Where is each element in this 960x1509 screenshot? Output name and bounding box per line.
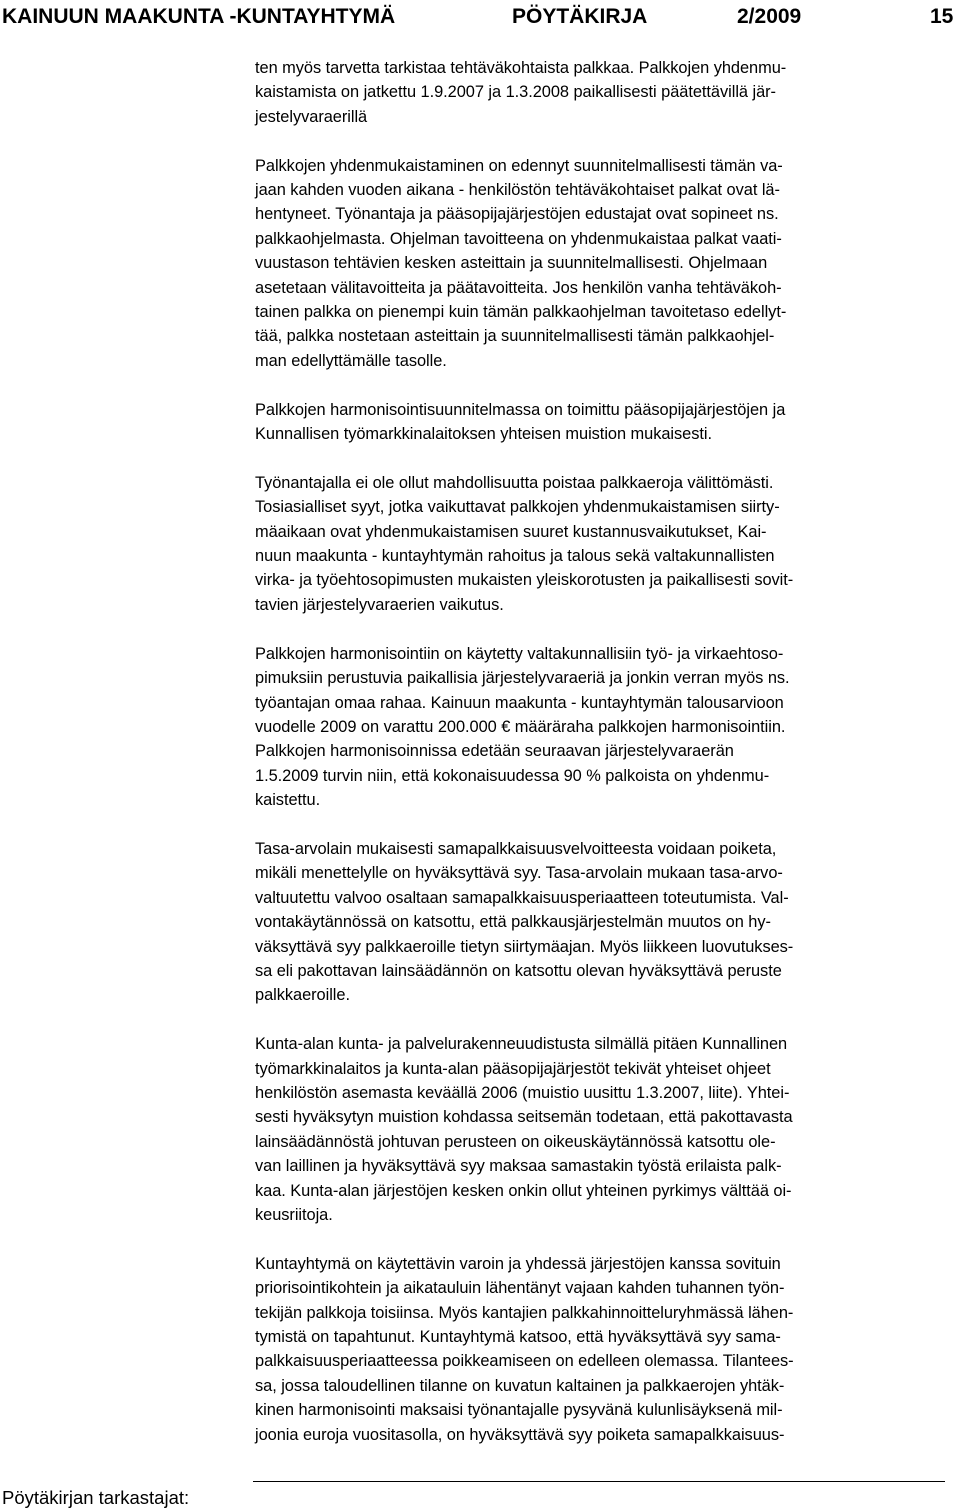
paragraph <box>255 1252 960 1447</box>
paragraph <box>255 642 960 813</box>
text-line: van laillinen ja hyväksyttävä syy maksaa samastakin työstä erilaista palk- <box>255 1157 782 1176</box>
text-line: henkilöstön asemasta keväällä 2006 (muistio uusittu 1.3.2007, liite). Yhtei- <box>255 1083 790 1102</box>
text-line: ten myös tarvetta tarkistaa tehtäväkohtaista palkkaa. Palkkojen yhdenmu- <box>255 59 787 77</box>
text-line: sa, jossa taloudellinen tilanne on kuvatun kaltainen ja palkkaerojen yhtäk- <box>255 1376 785 1395</box>
minutes-reviewers-label: Pöytäkirjan tarkastajat: <box>2 1487 190 1508</box>
text-line: vuustason tehtävien kesken asteittain ja suunnitelmallisesti. Ohjelmaan <box>255 254 768 273</box>
signature-line <box>253 1481 945 1482</box>
document-type: PÖYTÄKIRJA <box>512 5 648 28</box>
text-line: hentyneet. Työnantaja ja pääsopijajärjestöjen edustajat ovat sopineet ns. <box>255 205 779 224</box>
text-line: tavien järjestelyvaraerien vaikutus. <box>255 595 504 614</box>
text-line: Palkkojen harmonisointisuunnitelmassa on toimittu pääsopijajärjestöjen ja <box>255 400 786 419</box>
text-line: valtuutettu valvoo osaltaan samapalkkaisuusperiaatteen toteutumista. Val- <box>255 888 789 907</box>
text-line: jaan kahden vuoden aikana - henkilöstön tehtäväkohtaiset palkat ovat lä- <box>255 181 780 200</box>
text-line: kinen harmonisointi maksaisi työnantajalle pysyvänä kulunlisäyksenä mil- <box>255 1401 783 1420</box>
text-line: mäaikaan ovat yhdenmukaistamisen suuret kustannusvaikutukset, Kai- <box>255 522 767 541</box>
text-line: vuodelle 2009 on varattu 200.000 € määräraha palkkojen harmonisointiin. <box>255 717 786 736</box>
text-line: kaistamista on jatkettu 1.9.2007 ja 1.3.2008 paikallisesti päätettävillä jär- <box>255 83 776 102</box>
paragraph <box>255 154 960 374</box>
text-line: sesti hyväksytyn muistion kohdassa seitsemän todetaan, että pakottavasta <box>255 1108 793 1127</box>
paragraph <box>255 471 960 617</box>
text-line: lainsäädännöstä johtuvan perusteen on oikeuskäytännössä katsottu ole- <box>255 1132 776 1151</box>
text-line: sa eli pakottavan lainsäädännön on katsottu olevan hyväksyttävä peruste <box>255 961 782 980</box>
text-line: Kunnallisen työmarkkinalaitoksen yhteisen muistion mukaisesti. <box>255 425 712 444</box>
text-line: Kunta-alan kunta- ja palvelurakenneuudistusta silmällä pitäen Kunnallinen <box>255 1035 788 1054</box>
text-line: keusriitoja. <box>255 1206 333 1224</box>
text-line: virka- ja työehtosopimusten mukaisten yleiskorotusten ja paikallisesti sovit- <box>255 571 794 590</box>
text-line: 1.5.2009 turvin niin, että kokonaisuudessa 90 % palkoista on yhdenmu- <box>255 766 770 785</box>
text-line: kaistettu. <box>255 791 321 810</box>
text-line: man edellyttämälle tasolle. <box>255 351 447 370</box>
text-line: jestelyvaraerillä <box>255 107 368 126</box>
text-line: työantajan omaa rahaa. Kainuun maakunta - kuntayhtymän talousarvioon <box>255 693 784 712</box>
text-line: Palkkojen yhdenmukaistaminen on edennyt suunnitelmallisesti tämän va- <box>255 156 783 175</box>
page-number: 15 <box>930 5 954 28</box>
paragraph <box>255 56 960 129</box>
text-line: tekijän palkkoja toisiinsa. Myös kantajien palkkahinnoitteluryhmässä lähen- <box>255 1303 794 1322</box>
text-line: Kuntayhtymä on käytettävin varoin ja yhdessä järjestöjen kanssa sovituin <box>255 1254 781 1273</box>
text-line: Palkkojen harmonisoinnissa edetään seuraavan järjestelyvaraerän <box>255 742 734 761</box>
text-line: palkkaisuusperiaatteessa poikkeamiseen on edelleen olemassa. Tilantees- <box>255 1352 794 1371</box>
paragraph <box>255 1032 960 1227</box>
text-line: väksyttävä syy palkkaeroille tietyn siirtymäajan. Myös liikkeen luovutukses- <box>255 937 794 956</box>
text-line: palkkaohjelmasta. Ohjelman tavoitteena on yhdenmukaistaa palkat vaati- <box>255 229 782 248</box>
text-line: priorisointikohtein ja aikatauluin lähentänyt vajaan kahden tuhannen työn- <box>255 1279 785 1298</box>
text-line: asetetaan välitavoitteita ja päätavoitteita. Jos henkilön vanha tehtäväkoh- <box>255 278 782 297</box>
document-body <box>255 56 960 1471</box>
document-issue: 2/2009 <box>737 5 802 28</box>
text-line: Tosiasialliset syyt, jotka vaikuttavat palkkojen yhdenmukaistamisen siirty- <box>255 498 780 517</box>
text-line: työmarkkinalaitos ja kunta-alan pääsopijajärjestöt tekivät yhteiset ohjeet <box>255 1059 771 1078</box>
text-line: mikäli menettelylle on hyväksyttävä syy. Tasa-arvolain mukaan tasa-arvo- <box>255 864 783 883</box>
organization-name: KAINUUN MAAKUNTA -KUNTAYHTYMÄ <box>2 5 396 28</box>
text-line: kaa. Kunta-alan järjestöjen kesken onkin ollut yhteinen pyrkimys välttää oi- <box>255 1181 792 1200</box>
text-line: tymistä on tapahtunut. Kuntayhtymä katsoo, että hyväksyttävä syy sama- <box>255 1328 781 1347</box>
text-line: Tasa-arvolain mukaisesti samapalkkaisuusvelvoitteesta voidaan poiketa, <box>255 839 777 858</box>
text-line: palkkaeroille. <box>255 986 350 1005</box>
text-line: tainen palkka on pienempi kuin tämän palkkaohjelman tavoitetaso edellyt- <box>255 303 787 322</box>
text-line: nuun maakunta - kuntayhtymän rahoitus ja talous sekä valtakunnallisten <box>255 547 775 566</box>
text-line: pimuksiin perustuvia paikallisia järjestelyvaraeriä ja jonkin verran myös ns. <box>255 669 790 688</box>
text-line: tää, palkka nostetaan asteittain ja suunnitelmallisesti tämän palkkaohjel- <box>255 327 775 346</box>
text-line: Palkkojen harmonisointiin on käytetty valtakunnallisiin työ- ja virkaehtoso- <box>255 644 784 663</box>
page-header <box>0 0 960 34</box>
text-line: vontakäytännössä on katsottu, että palkkausjärjestelmän muutos on hy- <box>255 913 771 932</box>
paragraph <box>255 398 960 447</box>
text-line: Työnantajalla ei ole ollut mahdollisuutta poistaa palkkaeroja välittömästi. <box>255 473 774 492</box>
paragraph <box>255 837 960 1008</box>
text-line: joonia euroja vuositasolla, on hyväksyttävä syy poiketa samapalkkaisuus- <box>255 1425 785 1444</box>
